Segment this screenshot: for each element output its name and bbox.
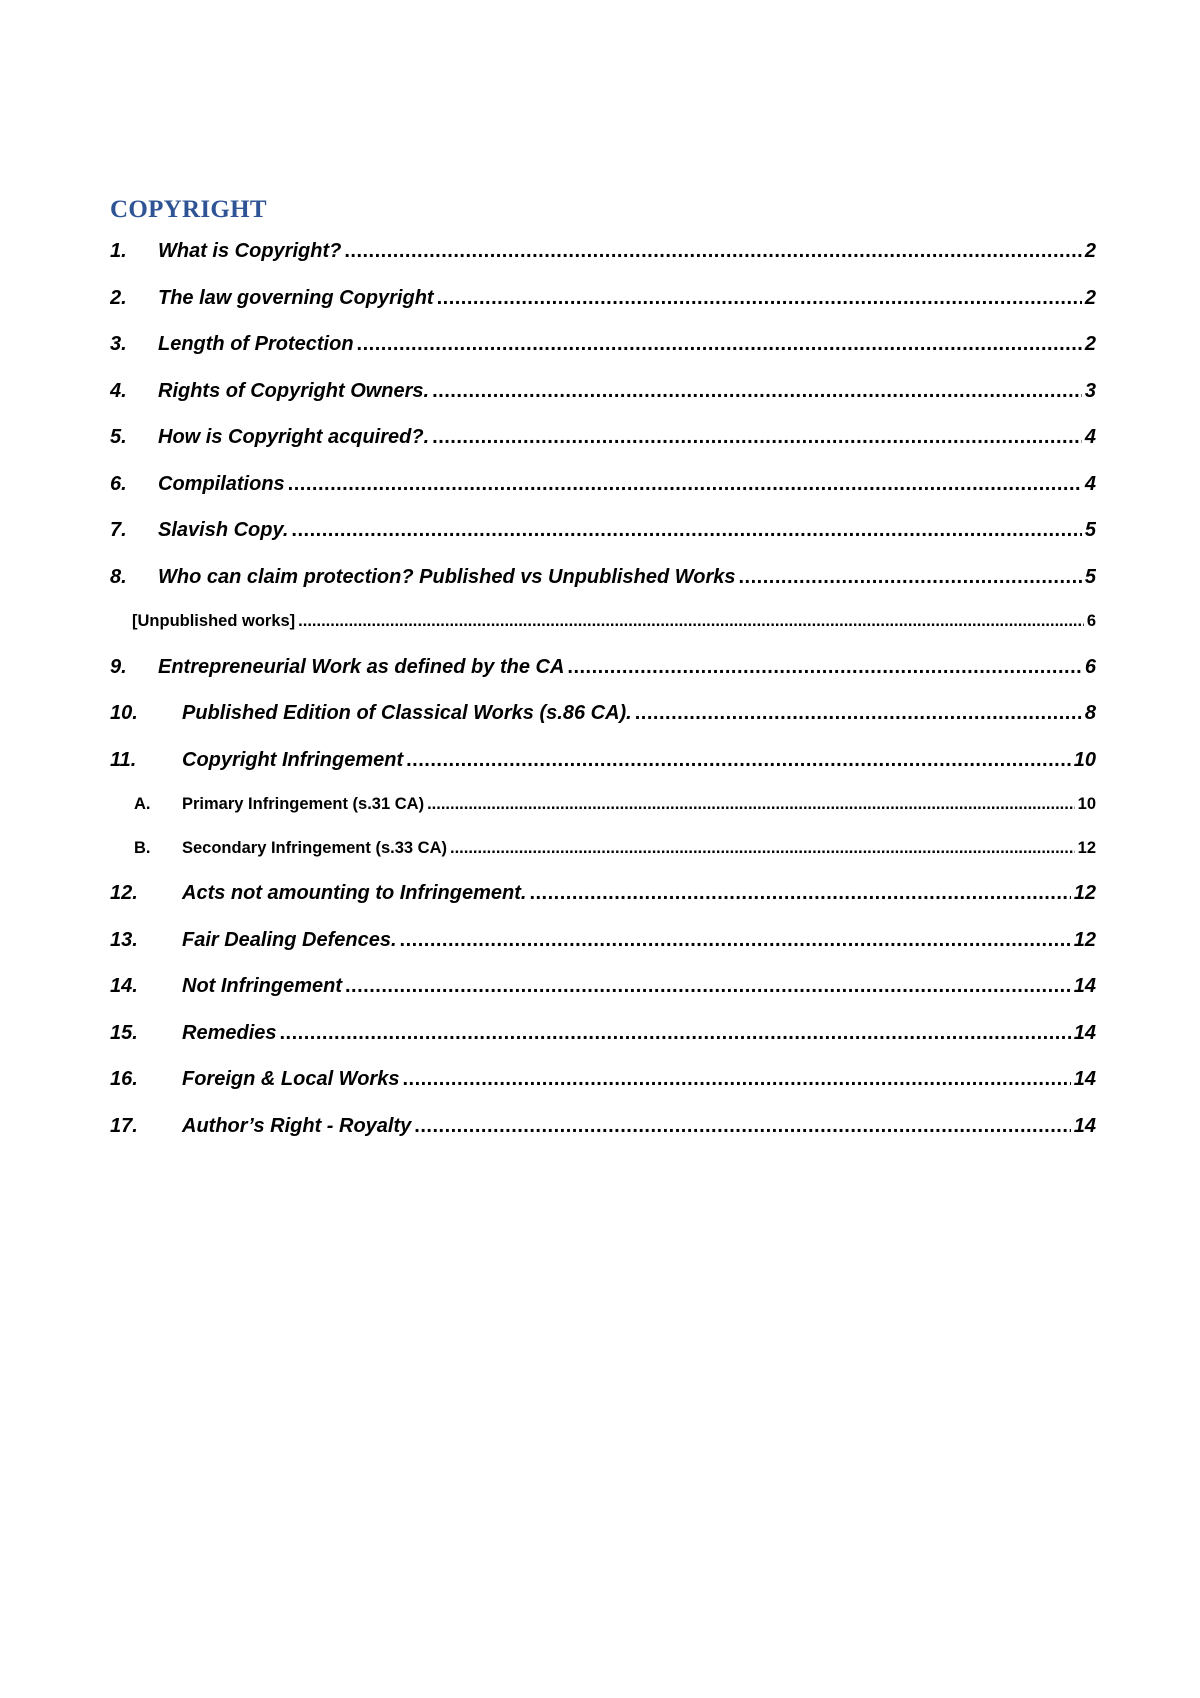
toc-entry[interactable] — [110, 473, 1096, 520]
toc-entry[interactable] — [110, 929, 1096, 976]
toc-entry-title: Length of Protection — [158, 333, 354, 355]
toc-entry-page: 12 — [1073, 928, 1096, 951]
toc-entry-title: Compilations — [158, 472, 285, 495]
toc-entry-title: Primary Infringement (s.31 CA) — [182, 795, 425, 813]
toc-entry[interactable] — [110, 975, 1096, 1022]
toc-entry-page: 6 — [1084, 655, 1096, 678]
toc-entry-page: 4 — [1084, 472, 1096, 495]
toc-entry-page: 10 — [1077, 795, 1096, 813]
toc-heading: COPYRIGHT — [110, 196, 267, 223]
toc-entry-number: 7. — [110, 519, 127, 541]
toc-entry-title: Secondary Infringement (s.33 CA) — [182, 838, 447, 857]
toc-entry-title: What is Copyright? — [158, 240, 342, 262]
toc-entry-title: Who can claim protection? Published vs Unpublished Works — [158, 565, 736, 588]
toc-entry-title: The law governing Copyright — [158, 286, 434, 309]
toc-entry-page: 8 — [1084, 702, 1096, 724]
toc-entry-page: 3 — [1084, 379, 1096, 402]
toc-entry-page: 14 — [1073, 1068, 1096, 1090]
toc-entry-number: 8. — [110, 565, 127, 588]
toc-entry[interactable] — [110, 1115, 1096, 1162]
toc-leader — [437, 287, 1082, 310]
toc-entry-number: 14. — [110, 975, 138, 997]
toc-entry-number: 11. — [110, 748, 137, 771]
toc-entry-number: 15. — [110, 1021, 138, 1044]
toc-leader — [280, 1022, 1071, 1045]
toc-subentry[interactable] — [110, 839, 1096, 883]
toc-entry-title: Author’s Right - Royalty — [182, 1114, 412, 1137]
toc-entry-page: 2 — [1084, 333, 1096, 355]
toc-entry-page: 6 — [1086, 612, 1096, 630]
toc-entry[interactable] — [110, 519, 1096, 566]
toc-entry[interactable] — [110, 702, 1096, 749]
toc-leader — [357, 333, 1082, 356]
toc-leader — [738, 566, 1081, 589]
toc-entry[interactable] — [110, 426, 1096, 473]
toc-leader — [402, 1068, 1070, 1091]
toc-leader — [414, 1115, 1070, 1138]
toc-entry-page: 4 — [1084, 426, 1096, 448]
toc-leader — [345, 975, 1071, 998]
toc-entry-page: 5 — [1084, 565, 1096, 588]
toc-leader — [344, 240, 1082, 263]
toc-leader — [450, 839, 1075, 858]
toc-entry[interactable] — [110, 882, 1096, 929]
toc-entry-title: Remedies — [182, 1021, 277, 1044]
toc-entry-number: A. — [134, 795, 151, 813]
toc-entry-number: 5. — [110, 426, 127, 448]
toc-entry-number: 10. — [110, 702, 138, 724]
toc-entry-number: B. — [134, 838, 151, 857]
toc-entry-number: 9. — [110, 655, 127, 678]
toc-entry-number: 3. — [110, 333, 127, 355]
toc-entry-number: 13. — [110, 928, 138, 951]
toc-entry-number: 2. — [110, 286, 127, 309]
toc-entry-title: Foreign & Local Works — [182, 1068, 400, 1090]
toc-entry-page: 14 — [1073, 1021, 1096, 1044]
toc-entry-title: How is Copyright acquired?. — [158, 426, 430, 448]
toc-entry-number: 17. — [110, 1114, 138, 1137]
toc-entry-page: 2 — [1084, 240, 1096, 262]
toc-entry[interactable] — [110, 566, 1096, 613]
toc-leader — [406, 749, 1071, 772]
toc-leader — [427, 795, 1075, 814]
toc-entry-page: 14 — [1073, 1114, 1096, 1137]
toc-entry-page: 14 — [1073, 975, 1096, 997]
toc-entry-number: 6. — [110, 472, 127, 495]
toc-entry-page: 5 — [1084, 519, 1096, 541]
toc-entry-page: 10 — [1073, 748, 1096, 771]
table-of-contents — [110, 240, 1096, 1161]
toc-entry-number: 4. — [110, 379, 127, 402]
toc-entry-page: 12 — [1077, 838, 1096, 857]
toc-subentry[interactable] — [110, 612, 1096, 656]
toc-leader — [529, 882, 1070, 905]
toc-leader — [567, 656, 1081, 679]
toc-entry-title: Rights of Copyright Owners. — [158, 379, 430, 402]
toc-entry-title: Fair Dealing Defences. — [182, 928, 397, 951]
toc-entry-title: Entrepreneurial Work as defined by the CA — [158, 655, 565, 678]
toc-entry-page: 2 — [1084, 286, 1096, 309]
toc-entry[interactable] — [110, 287, 1096, 334]
toc-entry[interactable] — [110, 240, 1096, 287]
toc-subentry[interactable] — [110, 795, 1096, 839]
toc-entry[interactable] — [110, 1022, 1096, 1069]
toc-leader — [432, 426, 1082, 449]
toc-leader — [432, 380, 1082, 403]
toc-entry[interactable] — [110, 333, 1096, 380]
toc-entry-title: [Unpublished works] — [132, 612, 296, 630]
toc-entry[interactable] — [110, 1068, 1096, 1115]
toc-entry[interactable] — [110, 380, 1096, 427]
toc-leader — [635, 702, 1082, 725]
toc-entry-number: 1. — [110, 240, 127, 262]
toc-entry-number: 12. — [110, 882, 138, 904]
toc-entry-page: 12 — [1073, 882, 1096, 904]
toc-entry-title: Not Infringement — [182, 975, 342, 997]
toc-entry-title: Slavish Copy. — [158, 519, 289, 541]
toc-entry[interactable] — [110, 749, 1096, 796]
toc-leader — [400, 929, 1071, 952]
toc-entry-number: 16. — [110, 1068, 138, 1090]
toc-leader — [298, 612, 1084, 631]
toc-entry[interactable] — [110, 656, 1096, 703]
toc-leader — [291, 519, 1081, 542]
toc-entry-title: Acts not amounting to Infringement. — [182, 882, 527, 904]
toc-entry-title: Published Edition of Classical Works (s.86 CA). — [182, 702, 632, 724]
toc-entry-title: Copyright Infringement — [182, 748, 404, 771]
toc-leader — [288, 473, 1082, 496]
